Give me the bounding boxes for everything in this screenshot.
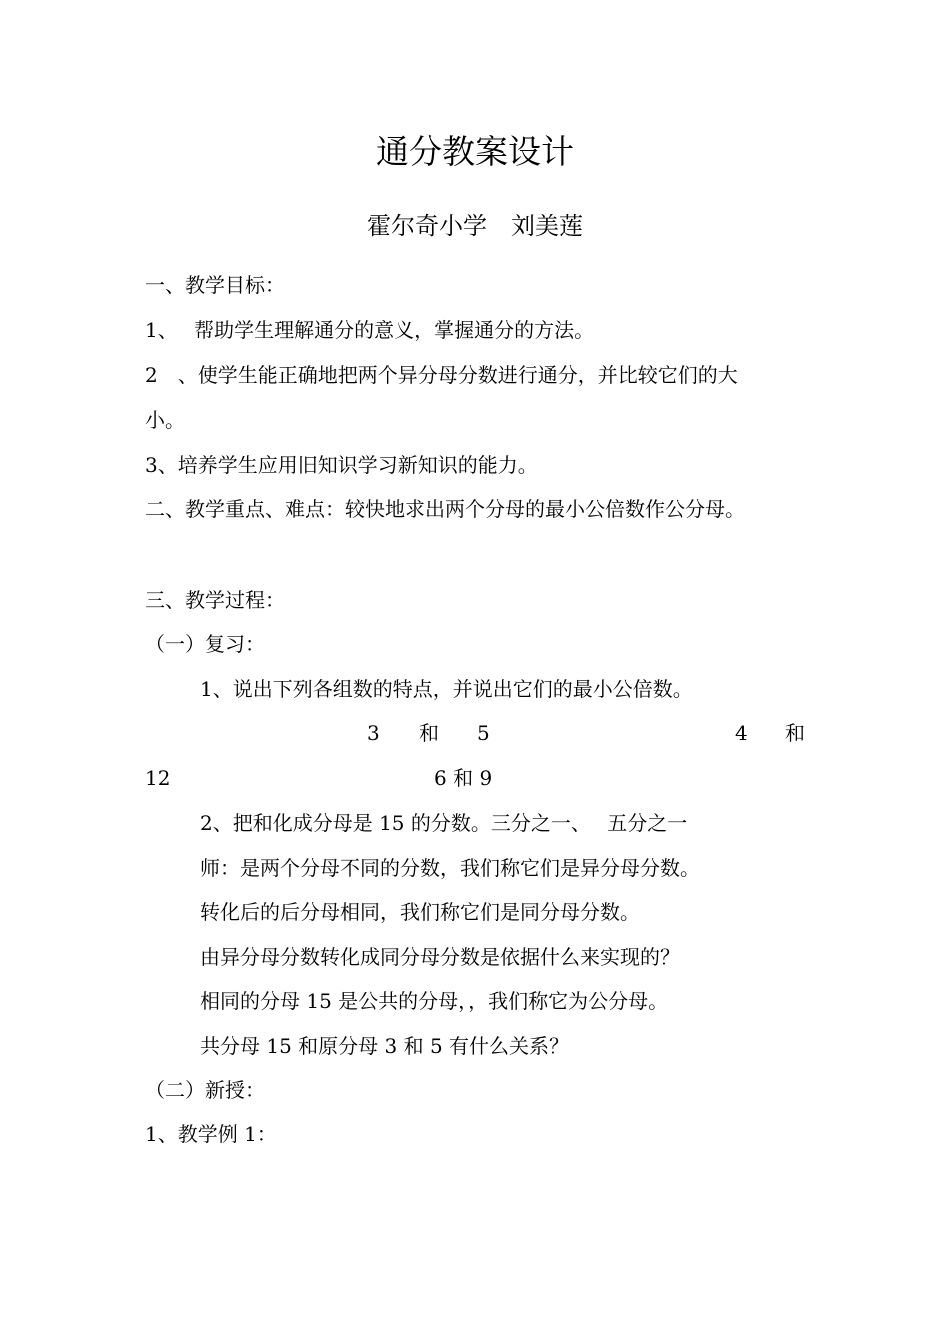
number-pair-2-and: 和 <box>785 721 805 745</box>
number-pair-2-first: 4 <box>735 721 748 745</box>
number-pair-1-and: 和 <box>419 721 439 745</box>
number-pair-1-first: 3 <box>367 721 380 745</box>
teacher-line-2: 转化后的后分母相同，我们称它们是同分母分数。 <box>200 900 640 924</box>
subsection-new-lesson: （二）新授： <box>145 1078 265 1102</box>
teacher-line-1: 师：是两个分母不同的分数，我们称它们是异分母分数。 <box>200 856 700 880</box>
review-question-1: 1、说出下列各组数的特点，并说出它们的最小公倍数。 <box>200 677 693 701</box>
number-pair-3: 6 和 9 <box>434 766 493 790</box>
section-heading-focus: 二、教学重点、难点：较快地求出两个分母的最小公倍数作公分母。 <box>145 497 745 521</box>
review-question-2: 2、把和化成分母是 15 的分数。三分之一、 五分之一 <box>200 811 688 835</box>
number-pair-1-second: 5 <box>477 721 490 745</box>
number-pair-2-second: 12 <box>145 766 171 790</box>
subsection-review: （一）复习： <box>145 632 265 656</box>
example-1-heading: 1、教学例 1： <box>145 1122 277 1146</box>
goal-item-3: 3、培养学生应用旧知识学习新知识的能力。 <box>145 453 538 477</box>
section-heading-process: 三、教学过程： <box>145 588 285 612</box>
document-author: 霍尔奇小学 刘美莲 <box>367 212 583 240</box>
goal-item-2-continued: 小。 <box>145 408 185 432</box>
goal-item-2: 2 、使学生能正确地把两个异分母分数进行通分，并比较它们的大 <box>145 363 738 387</box>
teacher-line-5: 共分母 15 和原分母 3 和 5 有什么关系？ <box>200 1034 570 1058</box>
goal-item-1: 1、 帮助学生理解通分的意义，掌握通分的方法。 <box>145 318 595 342</box>
section-heading-goals: 一、教学目标： <box>145 273 285 297</box>
teacher-line-4: 相同的分母 15 是公共的分母，，我们称它为公分母。 <box>200 989 669 1013</box>
document-title: 通分教案设计 <box>376 132 574 171</box>
teacher-line-3: 由异分母分数转化成同分母分数是依据什么来实现的？ <box>200 945 680 969</box>
